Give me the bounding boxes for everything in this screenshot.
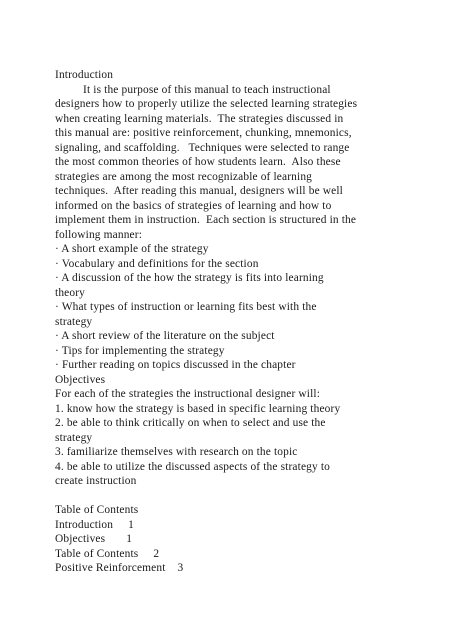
toc-entry: Table of Contents 2 xyxy=(55,547,160,560)
bullet-line: · A short example of the strategy xyxy=(55,243,209,255)
document-body xyxy=(55,68,415,576)
toc-entry: Introduction 1 xyxy=(55,518,134,531)
intro-line: informed on the basics of strategies of learning and how to xyxy=(55,199,332,212)
intro-line: techniques. After reading this manual, designers will be well xyxy=(55,185,343,197)
objective-line: 4. be able to utilize the discussed aspects of the strategy to xyxy=(55,460,331,473)
bullet-line: · A short review of the literature on the subject xyxy=(55,330,275,342)
intro-line: designers how to properly utilize the selected learning strategies xyxy=(55,98,358,110)
bullet-line: · Tips for implementing the strategy xyxy=(55,344,225,357)
toc-entry: Objectives 1 xyxy=(55,533,133,545)
objective-line: For each of the strategies the instructional designer will: xyxy=(55,388,321,400)
spacer xyxy=(55,489,415,504)
objective-line: 3. familiarize themselves with research on the topic xyxy=(55,446,298,458)
objective-line: strategy xyxy=(55,431,93,444)
intro-line: strategies are among the most recognizable of learning xyxy=(55,170,313,183)
intro-line: the most common theories of how students learn. Also these xyxy=(55,156,341,168)
objective-line: 2. be able to think critically on when to select and use the xyxy=(55,417,326,429)
intro-line: this manual are: positive reinforcement, chunking, mnemonics, xyxy=(55,127,352,139)
intro-line: signaling, and scaffolding. Techniques were selected to range xyxy=(55,141,350,154)
intro-line: when creating learning materials. The strategies discussed in xyxy=(55,112,344,125)
toc-heading: Table of Contents xyxy=(55,504,139,516)
bullet-line: · A discussion of the how the strategy is fits into learning xyxy=(55,272,324,284)
intro-line: following manner: xyxy=(55,228,143,241)
bullet-line: · What types of instruction or learning fits best with the xyxy=(55,301,317,313)
objective-line: 1. know how the strategy is based in specific learning theory xyxy=(55,402,341,415)
toc-entry: Positive Reinforcement 3 xyxy=(55,562,184,574)
bullet-line: strategy xyxy=(55,315,93,328)
bullet-line: · Further reading on topics discussed in the chapter xyxy=(55,359,296,371)
objectives-heading: Objectives xyxy=(55,373,106,386)
intro-line: implement them in instruction. Each section is structured in the xyxy=(55,214,357,226)
bullet-line: · Vocabulary and definitions for the section xyxy=(55,257,259,270)
intro-line: It is the purpose of this manual to teach instructional xyxy=(83,83,331,96)
objective-line: create instruction xyxy=(55,475,137,487)
introduction-heading: Introduction xyxy=(55,69,114,81)
bullet-line: theory xyxy=(55,286,85,299)
